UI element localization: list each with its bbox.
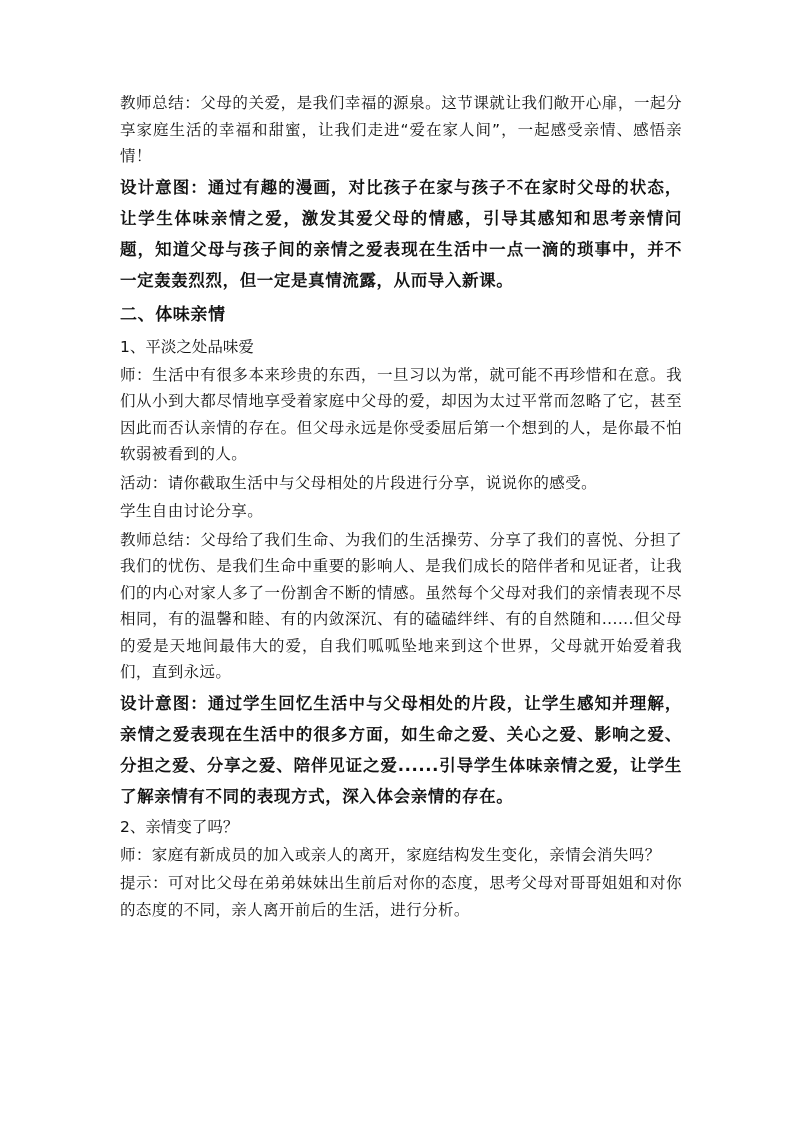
teacher-paragraph: 师：生活中有很多本来珍贵的东西，一旦习以为常，就可能不再珍惜和在意。我们从小到大都尽情地享受着家庭中父母的爱，却因为太过平常而忽略了它，甚至因此而否认亲情的存在。但父母永远是你受委屈后第一个想到的人，是你最不怕软弱被看到的人。 <box>120 365 682 463</box>
teacher-question-paragraph: 师：家庭有新成员的加入或亲人的离开，家庭结构发生变化，亲情会消失吗？ <box>120 845 661 864</box>
activity-paragraph: 活动：请你截取生活中与父母相处的片段进行分享，说说你的感受。 <box>120 473 598 492</box>
design-intent-paragraph-2: 设计意图：通过学生回忆生活中与父母相处的片段，让学生感知并理解，亲情之爱表现在生活中的很多方面，如生命之爱、关心之爱、影响之爱、分担之爱、分享之爱、陪伴见证之爱......引导学生体味亲情之爱，让学生了解亲情有不同的表现方式，深入体会亲情的存在。 <box>120 693 682 806</box>
section-heading: 二、体味亲情 <box>120 304 226 325</box>
teacher-summary-paragraph-2: 教师总结：父母给了我们生命、为我们的生活操劳、分享了我们的喜悦、分担了我们的忧伤、是我们生命中重要的影响人、是我们成长的陪伴者和见证者，让我们的内心对家人多了一份割舍不断的情感。虽然每个父母对我们的亲情表现不尽相同，有的温馨和睦、有的内敛深沉、有的磕磕绊绊、有的自然随和......但父母的爱是天地间最伟大的爱，自我们呱呱坠地来到这个世界，父母就开始爱着我们，直到永远。 <box>120 530 682 681</box>
student-discussion-paragraph: 学生自由讨论分享。 <box>120 502 264 520</box>
subsection-heading-2: 2、亲情变了吗？ <box>120 817 239 836</box>
hint-paragraph: 提示：可对比父母在弟弟妹妹出生前后对你的态度，思考父母对哥哥姐姐和对你的态度的不同，亲人离开前后的生活，进行分析。 <box>120 874 682 919</box>
subsection-heading: 1、平淡之处品味爱 <box>120 337 254 356</box>
teacher-summary-paragraph: 教师总结：父母的关爱，是我们幸福的源泉。这节课就让我们敞开心扉，一起分享家庭生活的幸福和甜蜜，让我们走进“爱在家人间”，一起感受亲情、感悟亲情！ <box>120 94 682 165</box>
design-intent-paragraph: 设计意图：通过有趣的漫画，对比孩子在家与孩子不在家时父母的状态，让学生体味亲情之爱，激发其爱父母的情感，引导其感知和思考亲情问题，知道父母与孩子间的亲情之爱表现在生活中一点一滴的琐事中，并不一定轰轰烈烈，但一定是真情流露，从而导入新课。 <box>120 177 682 290</box>
document-page <box>120 90 682 923</box>
